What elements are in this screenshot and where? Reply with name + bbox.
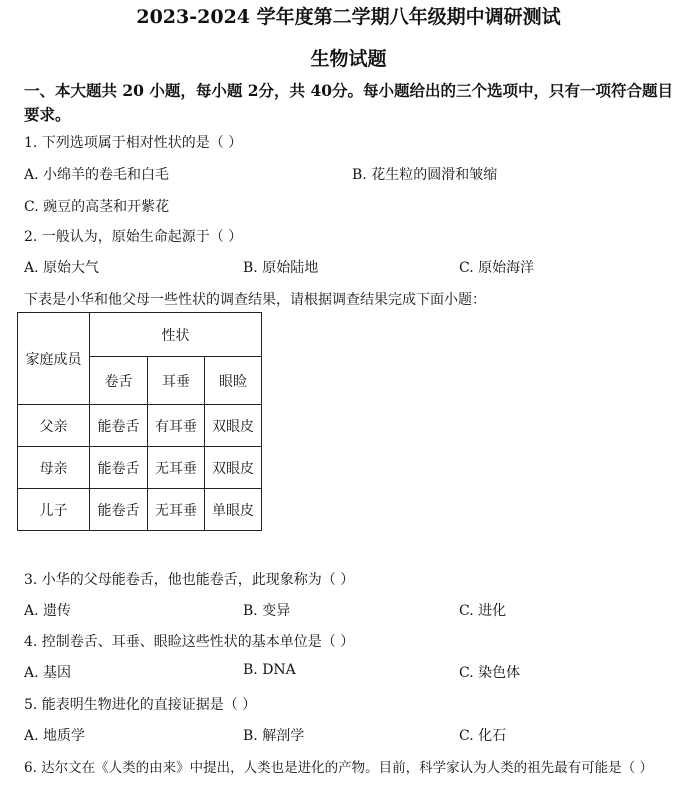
table-cell: 无耳垂 bbox=[148, 447, 205, 489]
table-cell: 有耳垂 bbox=[148, 405, 205, 447]
table-row bbox=[18, 489, 262, 531]
table-cell: 双眼皮 bbox=[205, 405, 262, 447]
table-cell: 单眼皮 bbox=[205, 489, 262, 531]
section-heading-line2: 要求。 bbox=[24, 105, 71, 124]
question-5-option-b: B. 解剖学 bbox=[243, 728, 305, 744]
exam-title: 2023-2024 学年度第二学期八年级期中调研测试 bbox=[136, 6, 561, 28]
table-col-header: 眼睑 bbox=[205, 357, 262, 405]
table-cell-member: 母亲 bbox=[18, 447, 90, 489]
table-col-header: 卷舌 bbox=[90, 357, 148, 405]
question-3-option-c: C. 进化 bbox=[459, 603, 507, 619]
question-2-option-a: A. 原始大气 bbox=[24, 260, 100, 276]
table-header-member: 家庭成员 bbox=[18, 313, 90, 405]
question-5-stem: 5. 能表明生物进化的直接证据是（ ） bbox=[24, 697, 257, 713]
question-3-option-b: B. 变异 bbox=[243, 603, 291, 619]
question-5-option-c: C. 化石 bbox=[459, 728, 507, 744]
exam-subtitle: 生物试题 bbox=[310, 48, 387, 70]
table-cell: 能卷舌 bbox=[90, 405, 148, 447]
question-1-option-a: A. 小绵羊的卷毛和白毛 bbox=[24, 167, 170, 183]
table-intro: 下表是小华和他父母一些性状的调查结果，请根据调查结果完成下面小题： bbox=[24, 292, 486, 308]
question-3-stem: 3. 小华的父母能卷舌，他也能卷舌，此现象称为（ ） bbox=[24, 572, 355, 588]
table-cell: 能卷舌 bbox=[90, 489, 148, 531]
table-cell-member: 父亲 bbox=[18, 405, 90, 447]
question-2-option-b: B. 原始陆地 bbox=[243, 260, 319, 276]
question-4-option-b: B. DNA bbox=[243, 662, 296, 678]
question-1-stem: 1. 下列选项属于相对性状的是（ ） bbox=[24, 135, 243, 151]
section-heading-line1: 一、本大题共 20 小题，每小题 2分，共 40分。每小题给出的三个选项中，只有一项符合题目 bbox=[24, 81, 674, 100]
table-row bbox=[18, 405, 262, 447]
question-1-option-b: B. 花生粒的圆滑和皱缩 bbox=[352, 167, 498, 183]
question-3-option-a: A. 遗传 bbox=[24, 603, 72, 619]
question-6-stem: 6. 达尔文在《人类的由来》中提出，人类也是进化的产物。目前，科学家认为人类的祖先最有可能是（ ） bbox=[24, 760, 653, 776]
question-2-option-c: C. 原始海洋 bbox=[459, 260, 535, 276]
question-4-option-a: A. 基因 bbox=[24, 665, 72, 681]
survey-table bbox=[17, 312, 262, 531]
table-cell-member: 儿子 bbox=[18, 489, 90, 531]
table-header-traits: 性状 bbox=[90, 313, 262, 357]
table-col-header: 耳垂 bbox=[148, 357, 205, 405]
table-cell: 能卷舌 bbox=[90, 447, 148, 489]
question-5-option-a: A. 地质学 bbox=[24, 728, 86, 744]
question-4-stem: 4. 控制卷舌、耳垂、眼睑这些性状的基本单位是（ ） bbox=[24, 634, 355, 650]
question-1-option-c: C. 豌豆的高茎和开紫花 bbox=[24, 199, 170, 215]
question-2-stem: 2. 一般认为，原始生命起源于（ ） bbox=[24, 229, 243, 245]
table-row bbox=[18, 447, 262, 489]
table-cell: 双眼皮 bbox=[205, 447, 262, 489]
table-cell: 无耳垂 bbox=[148, 489, 205, 531]
question-4-option-c: C. 染色体 bbox=[459, 665, 521, 681]
